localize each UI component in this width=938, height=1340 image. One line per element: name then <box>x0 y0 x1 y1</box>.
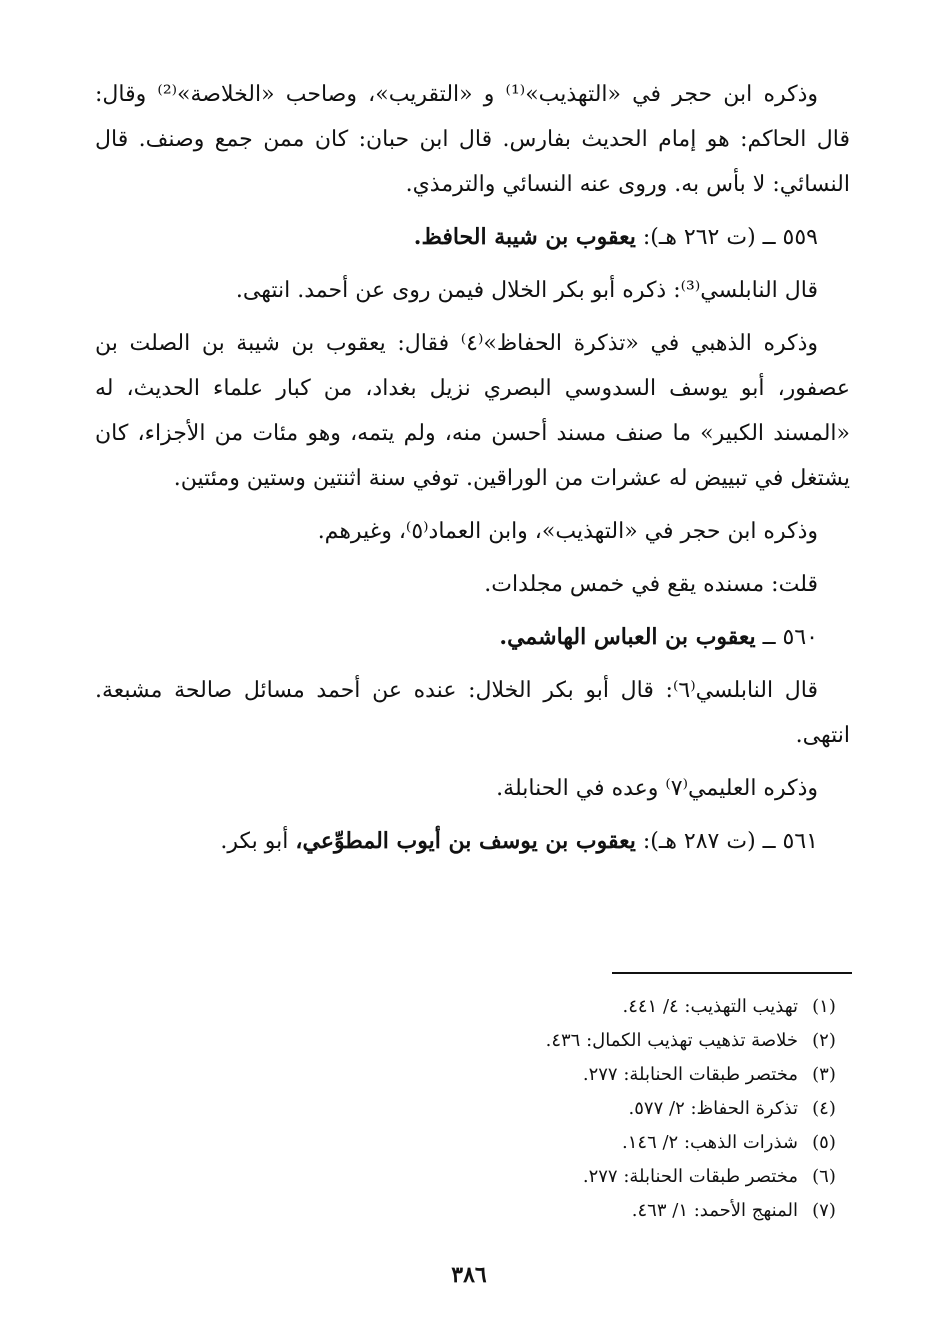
page-number: ٣٨٦ <box>451 1262 487 1288</box>
footnote-5 <box>430 1126 850 1160</box>
footnotes <box>430 990 850 1228</box>
footnote-text: شذرات الذهب: ٢/ ١٤٦. <box>622 1132 798 1153</box>
footnote-text: المنهج الأحمد: ١/ ٤٦٣. <box>631 1200 798 1221</box>
entry-561 <box>95 819 850 864</box>
paragraph-2: قال النابلسي⁽³⁾: ذكره أبو بكر الخلال فيمن روى عن أحمد. انتهى. <box>235 278 818 303</box>
footnote-2 <box>430 1024 850 1058</box>
entry-559 <box>95 215 850 260</box>
footnote-number: (٤) <box>812 1098 836 1119</box>
footnote-number: (١) <box>812 996 836 1017</box>
paragraph-6: قال النابلسي⁽٦⁾: قال أبو بكر الخلال: عنده عن أحمد مسائل صالحة مشبعة. انتهى. <box>95 678 850 748</box>
footnote-6 <box>430 1160 850 1194</box>
paragraph-1: وذكره ابن حجر في «التهذيب»⁽¹⁾ و «التقريب»، وصاحب «الخلاصة»⁽²⁾ وقال: قال الحاكم: هو إمام الحديث بفارس. قال ابن حبان: كان ممن جمع وصنف. قال النسائي: لا بأس به. وروى عنه النسائي والترمذي. <box>95 82 850 197</box>
footnote-text: تذكرة الحفاظ: ٢/ ٥٧٧. <box>628 1098 798 1119</box>
paragraph-5: قلت: مسنده يقع في خمس مجلدات. <box>484 572 818 597</box>
entry-561-name: يعقوب بن يوسف بن أيوب المطوِّعي، <box>295 828 636 854</box>
page-body <box>95 72 850 872</box>
entry-560 <box>95 615 850 660</box>
footnote-number: (٦) <box>812 1166 836 1187</box>
entry-559-number: ٥٥٩ ــ (ت ٢٦٢ هـ): <box>642 225 818 250</box>
footnote-number: (٢) <box>812 1030 836 1051</box>
footnote-1 <box>430 990 850 1024</box>
paragraph-4: وذكره ابن حجر في «التهذيب»، وابن العماد⁽٥⁾، وغيرهم. <box>317 519 818 544</box>
entry-561-number: ٥٦١ ــ (ت ٢٨٧ هـ): <box>642 829 818 854</box>
footnote-number: (٣) <box>812 1064 836 1085</box>
entry-559-name: يعقوب بن شيبة الحافظ. <box>413 224 636 250</box>
footnote-text: تهذيب التهذيب: ٤/ ٤٤١. <box>622 996 798 1017</box>
footnote-divider <box>612 972 852 974</box>
footnote-7 <box>430 1194 850 1228</box>
entry-560-number: ٥٦٠ ــ <box>762 625 818 650</box>
paragraph-7: وذكره العليمي⁽٧⁾ وعده في الحنابلة. <box>496 776 818 801</box>
footnote-3 <box>430 1058 850 1092</box>
footnote-text: خلاصة تذهيب تهذيب الكمال: ٤٣٦. <box>545 1030 798 1051</box>
footnote-4 <box>430 1092 850 1126</box>
entry-561-rest: أبو بكر. <box>220 829 289 854</box>
footnote-text: مختصر طبقات الحنابلة: ٢٧٧. <box>582 1064 798 1085</box>
entry-560-name: يعقوب بن العباس الهاشمي. <box>499 624 756 650</box>
footnote-number: (٥) <box>812 1132 836 1153</box>
paragraph-3: وذكره الذهبي في «تذكرة الحفاظ»⁽٤⁾ فقال: يعقوب بن شيبة بن الصلت بن عصفور، أبو يوسف السدوسي البصري نزيل بغداد، من كبار علماء الحديث، له «المسند الكبير» ما صنف مسند أحسن منه، ولم يتمه، وهو مئات من الأجزاء، كان يشتغل في تبييض له عشرات من الوراقين. توفي سنة اثنتين وستين ومئتين. <box>95 331 850 491</box>
footnote-text: مختصر طبقات الحنابلة: ٢٧٧. <box>582 1166 798 1187</box>
footnote-number: (٧) <box>812 1200 836 1221</box>
